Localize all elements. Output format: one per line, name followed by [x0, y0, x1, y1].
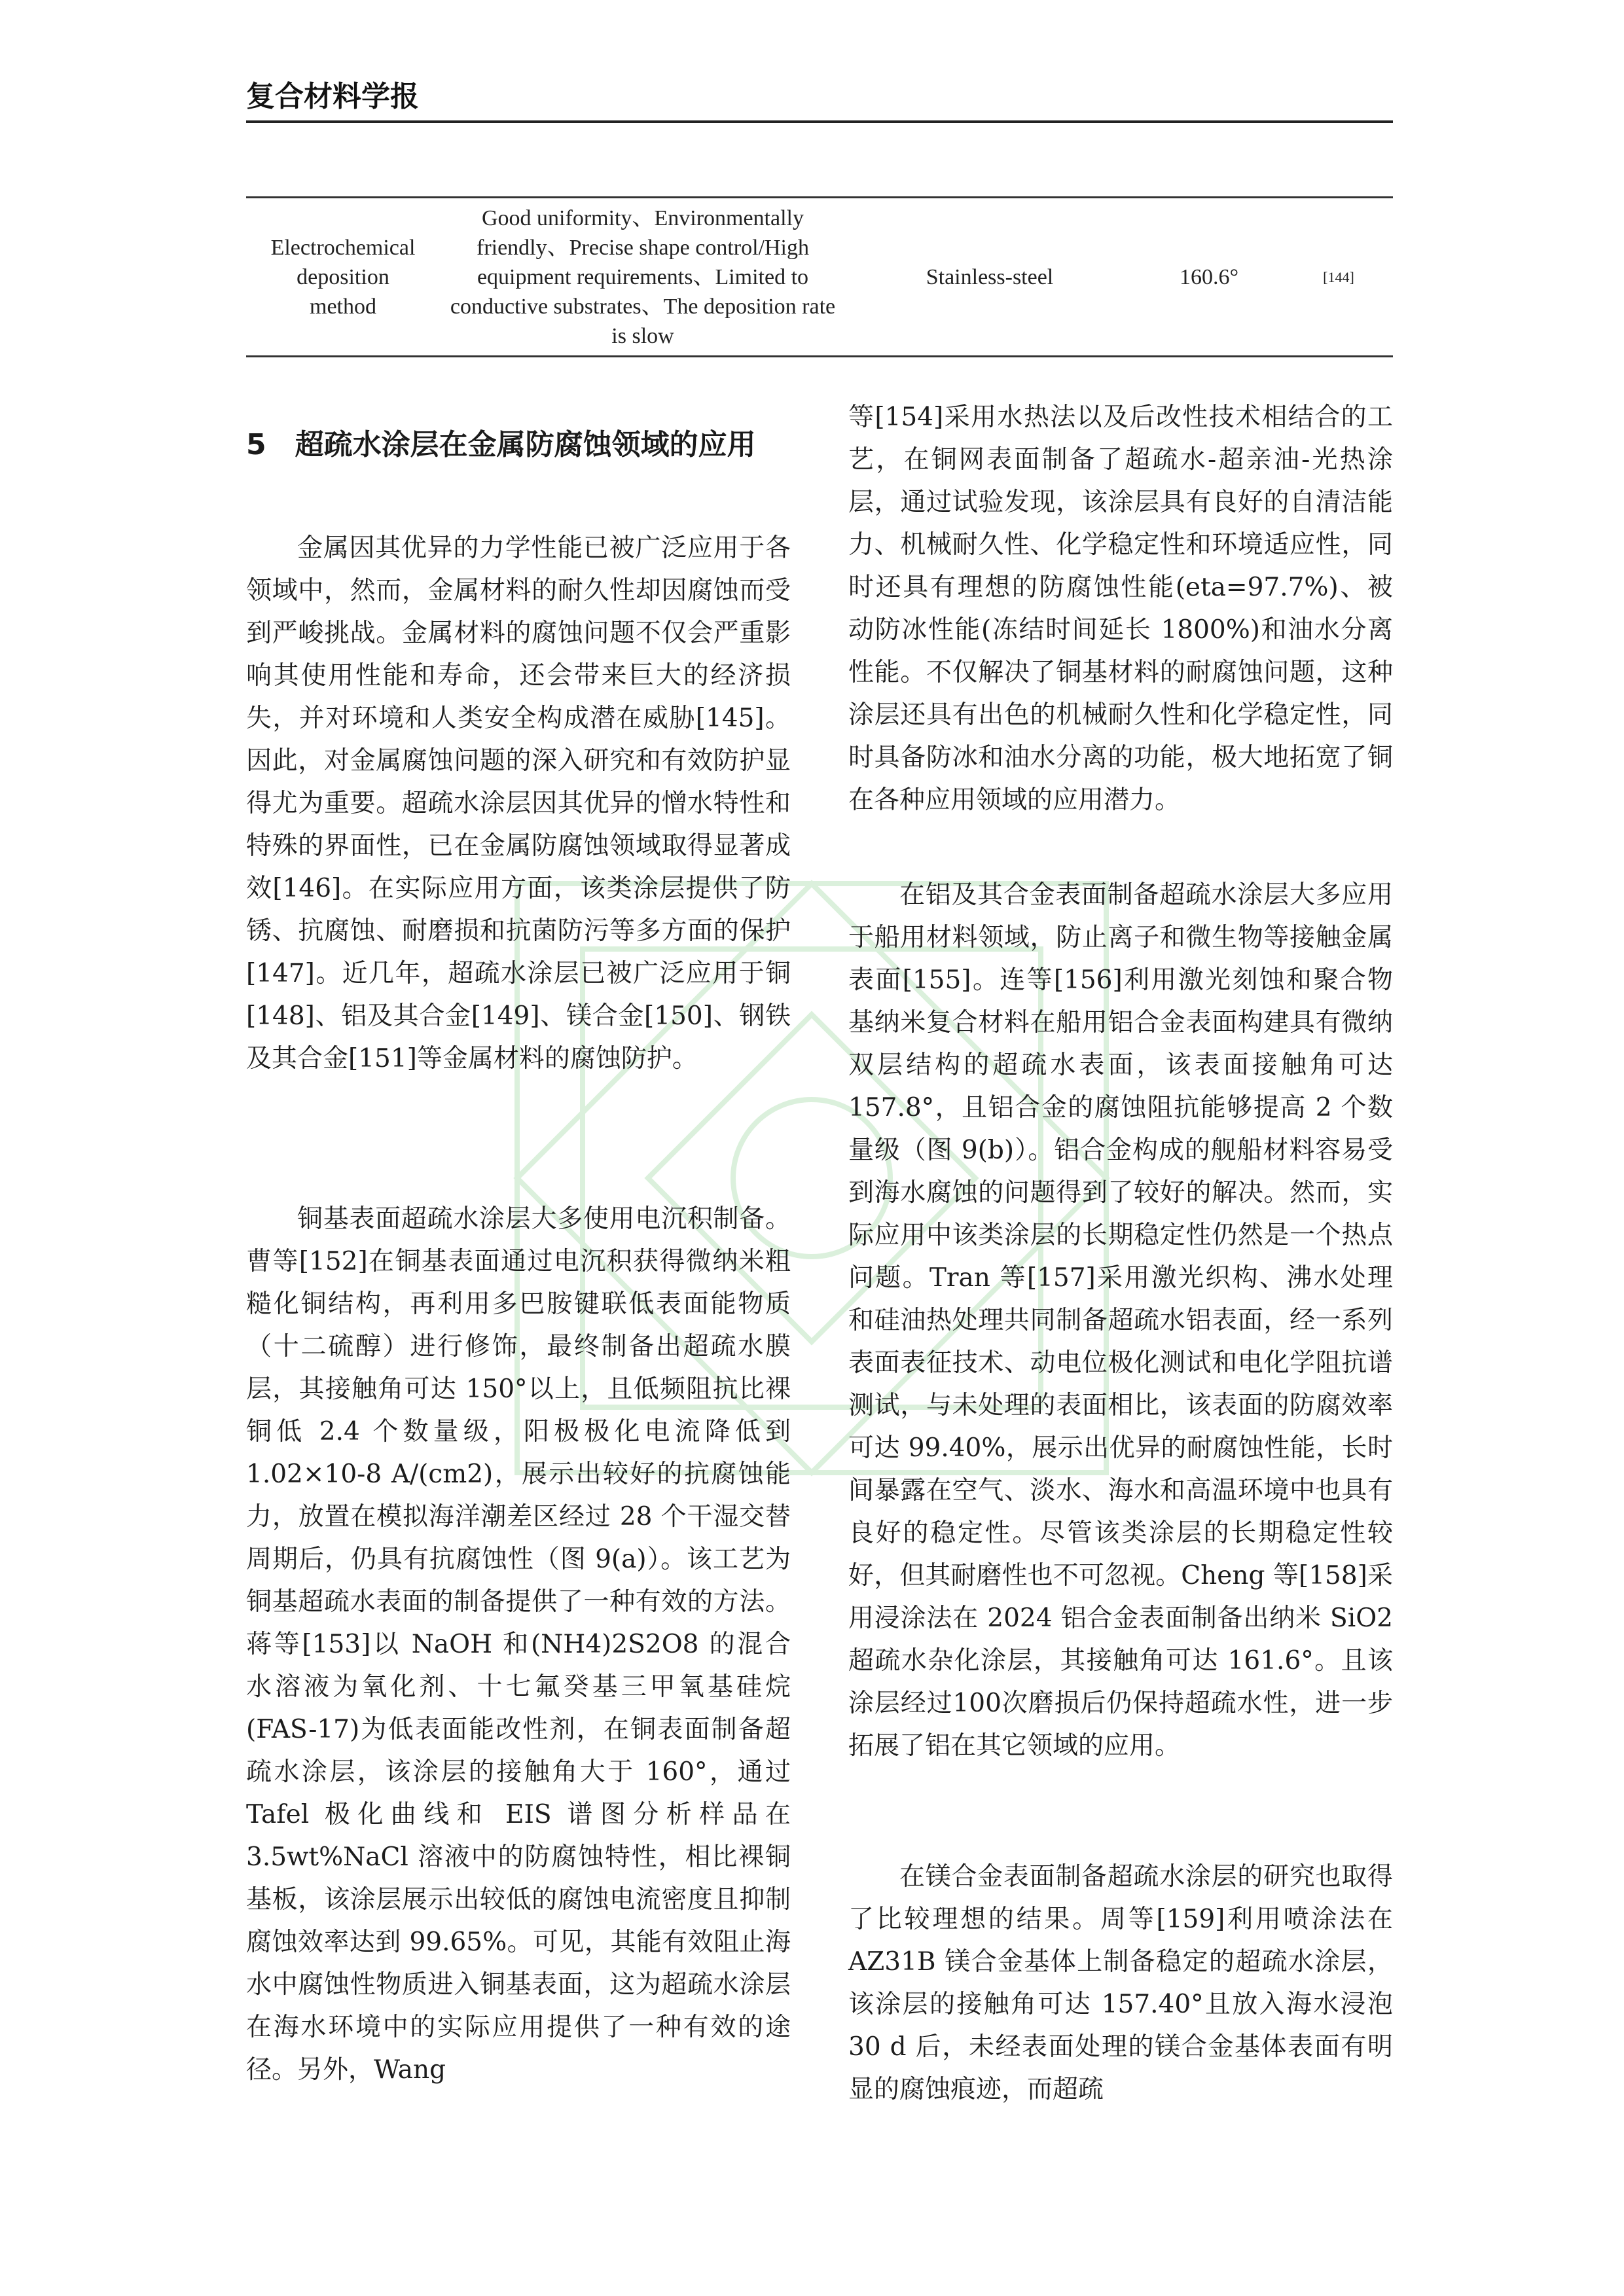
journal-name: 复合材料学报	[246, 80, 419, 113]
section-heading: 5 超疏水涂层在金属防腐蚀领域的应用	[246, 428, 756, 461]
pros-cons-text: Good uniformity、Environmentally friendly、Precise shape control/High equipment requirements、Limited to conductive substrates、The deposition rate is slow	[450, 206, 836, 348]
method-text: Electrochemical deposition method	[270, 235, 416, 319]
paragraph-right-3: 在镁合金表面制备超疏水涂层的研究也取得了比较理想的结果。周等[159]利用喷涂法在 AZ31B 镁合金基体上制备稳定的超疏水涂层，该涂层的接触角可达 157.40°且放入海水浸泡 30 d 后，未经表面处理的镁合金基体表面有明显的腐蚀痕迹，而超疏	[848, 1862, 1393, 2104]
table-cell-contact-angle	[1134, 198, 1284, 355]
paragraph-left-2: 铜基表面超疏水涂层大多使用电沉积制备。曹等[152]在铜基表面通过电沉积获得微纳米粗糙化铜结构，再利用多巴胺键联低表面能物质（十二硫醇）进行修饰，最终制备出超疏水膜层，其接触角可达 150°以上，且低频阻抗比裸铜低 2.4 个数量级，阳极极化电流降低到 1.02×10-8 A/(cm2)，展示出较好的抗腐蚀能力，放置在模拟海洋潮差区经过 28 个干湿交替周期后，仍具有抗腐蚀性（图 9(a)）。该工艺为铜基超疏水表面的制备提供了一种有效的方法。蒋等[153]以 NaOH 和(NH4)2S2O8 的混合水溶液为氧化剂、十七氟癸基三甲氧基硅烷(FAS-17)为低表面能改性剂，在铜表面制备超疏水涂层，该涂层的接触角大于 160°，通过 Tafel 极化曲线和 EIS 谱图分析样品在 3.5wt%NaCl 溶液中的防腐蚀特性，相比裸铜基板，该涂层展示出较低的腐蚀电流密度且抑制腐蚀效率达到 99.65%。可见，其能有效阻止海水中腐蚀性物质进入铜基表面，这为超疏水涂层在海水环境中的实际应用提供了一种有效的途径。另外，Wang	[246, 1204, 791, 2085]
table-cell-ref	[1284, 198, 1393, 355]
methods-table-row	[246, 196, 1393, 357]
journal-header	[246, 73, 1393, 123]
table-cell-method	[246, 198, 440, 355]
ref-text: [144]	[1323, 268, 1354, 285]
contact-angle-text: 160.6°	[1179, 264, 1239, 289]
table-cell-pros-cons	[440, 198, 846, 355]
substrate-text: Stainless-steel	[926, 264, 1054, 289]
paragraph-left-1: 金属因其优异的力学性能已被广泛应用于各领域中，然而，金属材料的耐久性却因腐蚀而受到严峻挑战。金属材料的腐蚀问题不仅会严重影响其使用性能和寿命，还会带来巨大的经济损失，并对环境和人类安全构成潜在威胁[145]。因此，对金属腐蚀问题的深入研究和有效防护显得尤为重要。超疏水涂层因其优异的憎水特性和特殊的界面性，已在金属防腐蚀领域取得显著成效[146]。在实际应用方面，该类涂层提供了防锈、抗腐蚀、耐磨损和抗菌防污等多方面的保护[147]。近几年，超疏水涂层已被广泛应用于铜[148]、铝及其合金[149]、镁合金[150]、钢铁及其合金[151]等金属材料的腐蚀防护。	[246, 533, 791, 1073]
paragraph-right-1: 等[154]采用水热法以及后改性技术相结合的工艺，在铜网表面制备了超疏水-超亲油-光热涂层，通过试验发现，该涂层具有良好的自清洁能力、机械耐久性、化学稳定性和环境适应性，同时还具有理想的防腐蚀性能(eta=97.7%)、被动防冰性能(冻结时间延长 1800%)和油水分离性能。不仅解决了铜基材料的耐腐蚀问题，这种涂层还具有出色的机械耐久性和化学稳定性，同时具备防冰和油水分离的功能，极大地拓宽了铜在各种应用领域的应用潜力。	[848, 403, 1393, 815]
paragraph-right-2: 在铝及其合金表面制备超疏水涂层大多应用于船用材料领域，防止离子和微生物等接触金属表面[155]。连等[156]利用激光刻蚀和聚合物基纳米复合材料在船用铝合金表面构建具有微纳双层结构的超疏水表面，该表面接触角可达 157.8°，且铝合金的腐蚀阻抗能够提高 2 个数量级（图 9(b)）。铝合金构成的舰船材料容易受到海水腐蚀的问题得到了较好的解决。然而，实际应用中该类涂层的长期稳定性仍然是一个热点问题。Tran 等[157]采用激光织构、沸水处理和硅油热处理共同制备超疏水铝表面，经一系列表面表征技术、动电位极化测试和电化学阻抗谱测试，与未处理的表面相比，该表面的防腐效率可达 99.40%，展示出优异的耐腐蚀性能，长时间暴露在空气、淡水、海水和高温环境中也具有良好的稳定性。尽管该类涂层的长期稳定性较好，但其耐磨性也不可忽视。Cheng 等[158]采用浸涂法在 2024 铝合金表面制备出纳米 SiO2 超疏水杂化涂层，其接触角可达 161.6°。且该涂层经过100次磨损后仍保持超疏水性，进一步拓展了铝在其它领域的应用。	[848, 880, 1393, 1761]
table-cell-substrate	[846, 198, 1134, 355]
